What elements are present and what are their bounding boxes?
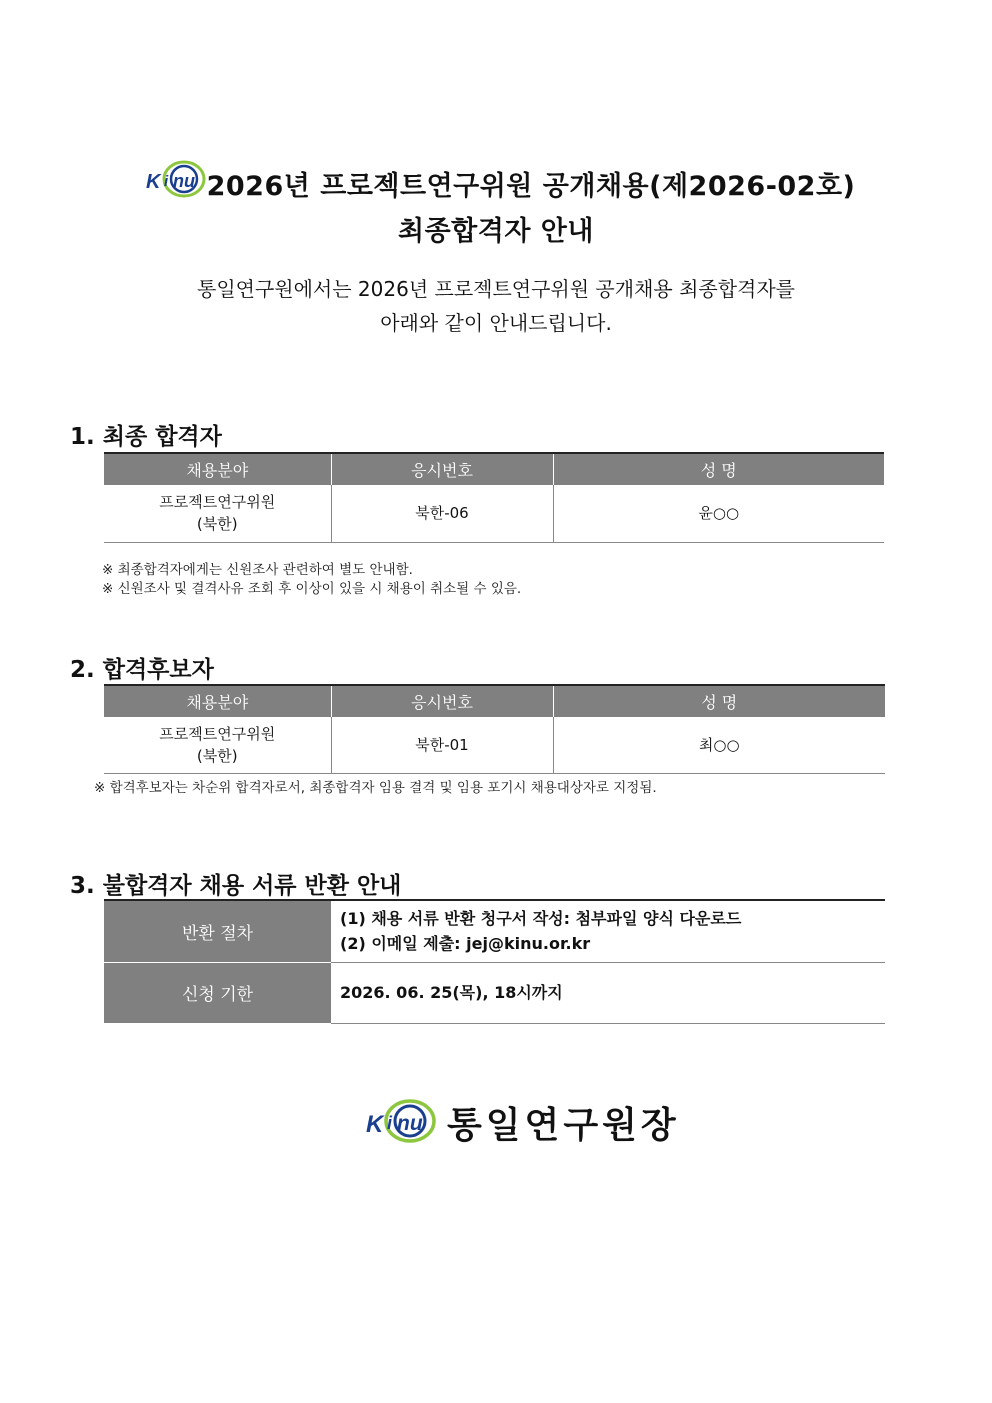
candidates-table (104, 684, 885, 774)
document-return-table (104, 899, 885, 1024)
kinu-footer-logo-icon (366, 1097, 442, 1145)
note-line: ※ 최종합격자에게는 신원조사 관련하여 별도 안내함. (102, 562, 413, 578)
svg-text:K: K (146, 171, 161, 193)
section2-notes (94, 779, 657, 798)
intro-line-1: 통일연구원에서는 2026년 프로젝트연구위원 공개채용 최종합격자를 (197, 277, 795, 301)
cell-name: 윤○○ (553, 485, 884, 542)
section-heading-final-passers: 1. 최종 합격자 (70, 424, 222, 450)
intro-line-2: 아래와 같이 안내드립니다. (380, 311, 612, 335)
svg-text:nu: nu (397, 1112, 423, 1135)
cell-name: 최○○ (553, 717, 885, 773)
procedure-line-2: (2) 이메일 제출: jej@kinu.or.kr (340, 934, 591, 954)
column-header-number: 응시번호 (331, 453, 553, 485)
cell-number: 북한-01 (331, 717, 553, 773)
page-subtitle: 최종합격자 안내 (398, 216, 594, 247)
cell-field (104, 717, 331, 773)
table-header-row (104, 453, 884, 485)
deadline-label: 신청 기한 (104, 962, 331, 1023)
procedure-label: 반환 절차 (104, 900, 331, 962)
cell-field-line1: 프로젝트연구위원 (159, 724, 276, 743)
note-line: ※ 신원조사 및 결격사유 조회 후 이상이 있을 시 채용이 취소될 수 있음. (102, 581, 522, 597)
cell-field-line2: (북한) (196, 515, 238, 534)
table-row (104, 485, 884, 542)
table-row (104, 900, 885, 962)
svg-text:i: i (164, 173, 169, 190)
organization-name: 통일연구원장 (447, 1105, 680, 1146)
cell-number: 북한-06 (331, 485, 553, 542)
procedure-value (331, 900, 885, 962)
table-header-row (104, 685, 885, 717)
svg-text:i: i (387, 1113, 393, 1133)
section-heading-candidates: 2. 합격후보자 (70, 657, 214, 683)
final-passers-table (104, 452, 884, 543)
column-header-name: 성 명 (553, 453, 884, 485)
section1-notes (102, 561, 521, 599)
cell-field-line1: 프로젝트연구위원 (159, 493, 276, 512)
table-row (104, 717, 885, 773)
column-header-name: 성 명 (553, 685, 885, 717)
svg-text:K: K (366, 1111, 384, 1138)
column-header-field: 채용분야 (104, 453, 331, 485)
column-header-number: 응시번호 (331, 685, 553, 717)
procedure-line-1: (1) 채용 서류 반환 청구서 작성: 첨부파일 양식 다운로드 (340, 909, 742, 929)
page-title: 2026년 프로젝트연구위원 공개채용(제2026-02호) (206, 171, 856, 202)
deadline-value: 2026. 06. 25(목), 18시까지 (331, 962, 885, 1023)
note-line: ※ 합격후보자는 차순위 합격자로서, 최종합격자 임용 결격 및 임용 포기시 채용대상자로 지정됨. (94, 780, 657, 796)
section-heading-document-return: 3. 불합격자 채용 서류 반환 안내 (70, 873, 402, 899)
table-row (104, 962, 885, 1023)
svg-text:nu: nu (173, 171, 195, 191)
cell-field (104, 485, 331, 542)
column-header-field: 채용분야 (104, 685, 331, 717)
cell-field-line2: (북한) (196, 746, 238, 765)
